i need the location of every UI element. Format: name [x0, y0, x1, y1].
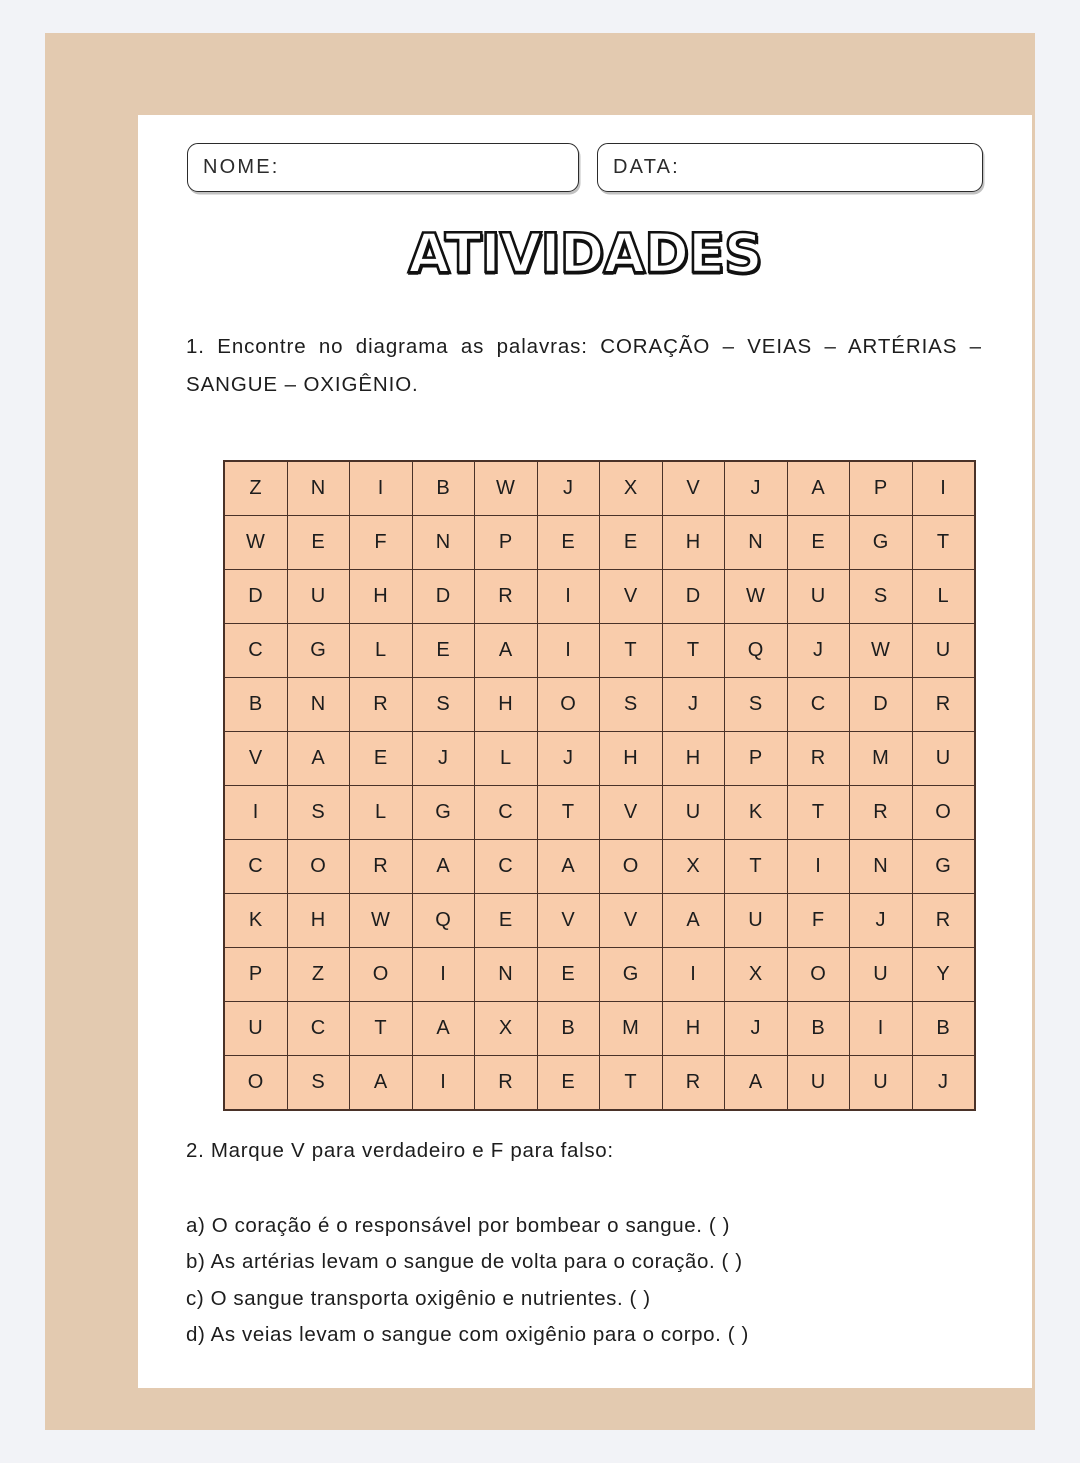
wordsearch-row	[224, 570, 975, 624]
wordsearch-cell[interactable]: E	[787, 516, 850, 570]
wordsearch-cell[interactable]: S	[412, 678, 475, 732]
wordsearch-cell[interactable]: X	[725, 948, 788, 1002]
wordsearch-cell[interactable]: U	[287, 570, 350, 624]
wordsearch-cell[interactable]: S	[287, 786, 350, 840]
wordsearch-row	[224, 1056, 975, 1111]
wordsearch-cell[interactable]: N	[725, 516, 788, 570]
wordsearch-cell[interactable]: Q	[412, 894, 475, 948]
wordsearch-cell[interactable]: H	[287, 894, 350, 948]
wordsearch-cell[interactable]: R	[850, 786, 913, 840]
wordsearch-cell[interactable]: O	[600, 840, 663, 894]
wordsearch-cell[interactable]: R	[350, 678, 413, 732]
wordsearch-cell[interactable]: I	[412, 948, 475, 1002]
wordsearch-cell[interactable]: A	[412, 1002, 475, 1056]
wordsearch-row	[224, 516, 975, 570]
wordsearch-cell[interactable]: V	[600, 894, 663, 948]
wordsearch-cell[interactable]: L	[475, 732, 538, 786]
wordsearch-cell[interactable]: U	[850, 948, 913, 1002]
wordsearch-cell[interactable]: I	[350, 461, 413, 516]
wordsearch-cell[interactable]: J	[787, 624, 850, 678]
wordsearch-cell[interactable]: U	[224, 1002, 287, 1056]
wordsearch-cell[interactable]: W	[850, 624, 913, 678]
wordsearch-cell[interactable]: W	[725, 570, 788, 624]
nome-field[interactable]	[187, 143, 579, 192]
wordsearch-cell[interactable]: V	[662, 461, 725, 516]
wordsearch-cell[interactable]: A	[475, 624, 538, 678]
wordsearch-cell[interactable]: R	[662, 1056, 725, 1111]
wordsearch-cell[interactable]: D	[662, 570, 725, 624]
wordsearch-row	[224, 786, 975, 840]
wordsearch-cell[interactable]: N	[287, 678, 350, 732]
wordsearch-cell[interactable]: O	[787, 948, 850, 1002]
wordsearch-cell[interactable]: V	[600, 570, 663, 624]
wordsearch-cell[interactable]: V	[224, 732, 287, 786]
wordsearch-cell[interactable]: U	[787, 570, 850, 624]
wordsearch-cell[interactable]: C	[224, 624, 287, 678]
wordsearch-cell[interactable]: P	[725, 732, 788, 786]
wordsearch-cell[interactable]: B	[912, 1002, 975, 1056]
wordsearch-cell[interactable]: S	[850, 570, 913, 624]
wordsearch-cell[interactable]: K	[725, 786, 788, 840]
wordsearch-cell[interactable]: E	[537, 948, 600, 1002]
wordsearch-cell[interactable]: U	[912, 732, 975, 786]
wordsearch-cell[interactable]: J	[537, 732, 600, 786]
wordsearch-cell[interactable]: N	[287, 461, 350, 516]
wordsearch-cell[interactable]: X	[600, 461, 663, 516]
page-frame	[45, 33, 1035, 1430]
data-label: DATA:	[613, 156, 680, 178]
wordsearch-cell[interactable]: T	[537, 786, 600, 840]
wordsearch-cell[interactable]: U	[662, 786, 725, 840]
worksheet-sheet	[138, 115, 1032, 1388]
wordsearch-cell[interactable]: B	[537, 1002, 600, 1056]
exercise-2-prompt: 2. Marque V para verdadeiro e F para falso:	[186, 1139, 614, 1162]
wordsearch-cell[interactable]: Z	[224, 461, 287, 516]
data-field[interactable]	[597, 143, 983, 192]
wordsearch-cell[interactable]: V	[600, 786, 663, 840]
wordsearch-cell[interactable]: H	[662, 516, 725, 570]
wordsearch-cell[interactable]: U	[850, 1056, 913, 1111]
wordsearch-row	[224, 461, 975, 516]
wordsearch-cell[interactable]: T	[600, 1056, 663, 1111]
wordsearch-cell[interactable]: L	[912, 570, 975, 624]
wordsearch-cell[interactable]: T	[662, 624, 725, 678]
wordsearch-cell[interactable]: O	[912, 786, 975, 840]
wordsearch-cell[interactable]: Y	[912, 948, 975, 1002]
wordsearch-cell[interactable]: T	[912, 516, 975, 570]
wordsearch-cell[interactable]: O	[537, 678, 600, 732]
wordsearch-cell[interactable]: C	[224, 840, 287, 894]
wordsearch-grid-wrapper	[223, 460, 976, 1111]
wordsearch-cell[interactable]: G	[850, 516, 913, 570]
wordsearch-cell[interactable]: I	[537, 624, 600, 678]
wordsearch-cell[interactable]: H	[475, 678, 538, 732]
wordsearch-cell[interactable]: E	[350, 732, 413, 786]
wordsearch-cell[interactable]: V	[537, 894, 600, 948]
wordsearch-cell[interactable]: U	[787, 1056, 850, 1111]
statement-item: c) O sangue transporta oxigênio e nutrientes. ( )	[186, 1286, 651, 1310]
wordsearch-cell[interactable]: E	[412, 624, 475, 678]
wordsearch-cell[interactable]: J	[912, 1056, 975, 1111]
wordsearch-cell[interactable]: E	[537, 516, 600, 570]
wordsearch-cell[interactable]: Q	[725, 624, 788, 678]
nome-label: NOME:	[203, 156, 280, 178]
wordsearch-cell[interactable]: R	[912, 894, 975, 948]
wordsearch-cell[interactable]: A	[537, 840, 600, 894]
wordsearch-grid[interactable]	[223, 460, 976, 1111]
wordsearch-cell[interactable]: R	[475, 570, 538, 624]
wordsearch-cell[interactable]: J	[850, 894, 913, 948]
wordsearch-cell[interactable]: R	[475, 1056, 538, 1111]
wordsearch-cell[interactable]: O	[350, 948, 413, 1002]
wordsearch-cell[interactable]: H	[350, 570, 413, 624]
wordsearch-cell[interactable]: N	[412, 516, 475, 570]
wordsearch-cell[interactable]: J	[725, 1002, 788, 1056]
wordsearch-cell[interactable]: W	[224, 516, 287, 570]
wordsearch-cell[interactable]: I	[850, 1002, 913, 1056]
wordsearch-cell[interactable]: H	[600, 732, 663, 786]
wordsearch-cell[interactable]: A	[662, 894, 725, 948]
wordsearch-cell[interactable]: I	[912, 461, 975, 516]
wordsearch-row	[224, 1002, 975, 1056]
wordsearch-cell[interactable]: S	[725, 678, 788, 732]
wordsearch-row	[224, 948, 975, 1002]
wordsearch-cell[interactable]: R	[787, 732, 850, 786]
wordsearch-cell[interactable]: B	[412, 461, 475, 516]
page-title: ATIVIDADES	[408, 222, 762, 285]
wordsearch-cell[interactable]: M	[850, 732, 913, 786]
wordsearch-cell[interactable]: T	[600, 624, 663, 678]
wordsearch-cell[interactable]: X	[475, 1002, 538, 1056]
statement-item: a) O coração é o responsável por bombear o sangue. ( )	[186, 1214, 731, 1237]
exercise-2-statements	[186, 1208, 986, 1354]
wordsearch-cell[interactable]: F	[350, 516, 413, 570]
wordsearch-cell[interactable]: P	[850, 461, 913, 516]
wordsearch-cell[interactable]: F	[787, 894, 850, 948]
header-fields	[187, 143, 983, 192]
wordsearch-cell[interactable]: A	[287, 732, 350, 786]
wordsearch-cell[interactable]: D	[224, 570, 287, 624]
wordsearch-cell[interactable]: D	[850, 678, 913, 732]
wordsearch-cell[interactable]: B	[224, 678, 287, 732]
wordsearch-cell[interactable]: E	[287, 516, 350, 570]
wordsearch-cell[interactable]: J	[662, 678, 725, 732]
wordsearch-cell[interactable]: I	[662, 948, 725, 1002]
wordsearch-cell[interactable]: C	[475, 840, 538, 894]
wordsearch-row	[224, 678, 975, 732]
wordsearch-cell[interactable]: J	[725, 461, 788, 516]
wordsearch-cell[interactable]: R	[350, 840, 413, 894]
wordsearch-row	[224, 624, 975, 678]
wordsearch-cell[interactable]: T	[350, 1002, 413, 1056]
wordsearch-cell[interactable]: I	[787, 840, 850, 894]
wordsearch-cell[interactable]: H	[662, 732, 725, 786]
wordsearch-row	[224, 840, 975, 894]
wordsearch-cell[interactable]: G	[912, 840, 975, 894]
wordsearch-cell[interactable]: D	[412, 570, 475, 624]
wordsearch-cell[interactable]: G	[287, 624, 350, 678]
wordsearch-cell[interactable]: H	[662, 1002, 725, 1056]
wordsearch-cell[interactable]: E	[475, 894, 538, 948]
wordsearch-cell[interactable]: W	[475, 461, 538, 516]
wordsearch-cell[interactable]: S	[600, 678, 663, 732]
wordsearch-cell[interactable]: I	[224, 786, 287, 840]
wordsearch-cell[interactable]: O	[287, 840, 350, 894]
wordsearch-cell[interactable]: R	[912, 678, 975, 732]
wordsearch-cell[interactable]: U	[912, 624, 975, 678]
wordsearch-cell[interactable]: Z	[287, 948, 350, 1002]
statement-item: d) As veias levam o sangue com oxigênio para o corpo. ( )	[186, 1323, 749, 1347]
wordsearch-cell[interactable]: C	[787, 678, 850, 732]
wordsearch-cell[interactable]: P	[475, 516, 538, 570]
wordsearch-cell[interactable]: A	[412, 840, 475, 894]
wordsearch-body	[224, 461, 975, 1110]
wordsearch-cell[interactable]: E	[537, 1056, 600, 1111]
wordsearch-cell[interactable]: I	[537, 570, 600, 624]
wordsearch-cell[interactable]: E	[600, 516, 663, 570]
wordsearch-cell[interactable]: W	[350, 894, 413, 948]
wordsearch-cell[interactable]: T	[725, 840, 788, 894]
wordsearch-cell[interactable]: J	[412, 732, 475, 786]
wordsearch-cell[interactable]: G	[600, 948, 663, 1002]
wordsearch-cell[interactable]: L	[350, 624, 413, 678]
wordsearch-cell[interactable]: N	[850, 840, 913, 894]
wordsearch-cell[interactable]: U	[725, 894, 788, 948]
wordsearch-cell[interactable]: O	[224, 1056, 287, 1111]
wordsearch-cell[interactable]: B	[787, 1002, 850, 1056]
wordsearch-cell[interactable]: G	[412, 786, 475, 840]
wordsearch-cell[interactable]: L	[350, 786, 413, 840]
wordsearch-cell[interactable]: S	[287, 1056, 350, 1111]
wordsearch-cell[interactable]: A	[350, 1056, 413, 1111]
wordsearch-cell[interactable]: X	[662, 840, 725, 894]
wordsearch-cell[interactable]: A	[787, 461, 850, 516]
wordsearch-cell[interactable]: P	[224, 948, 287, 1002]
wordsearch-row	[224, 894, 975, 948]
wordsearch-row	[224, 732, 975, 786]
wordsearch-cell[interactable]: M	[600, 1002, 663, 1056]
wordsearch-cell[interactable]: C	[287, 1002, 350, 1056]
wordsearch-cell[interactable]: J	[537, 461, 600, 516]
wordsearch-cell[interactable]: C	[475, 786, 538, 840]
exercise-1-instruction: 1. Encontre no diagrama as palavras: CORAÇÃO – VEIAS – ARTÉRIAS – SANGUE – OXIGÊNIO.	[186, 335, 982, 396]
wordsearch-cell[interactable]: A	[725, 1056, 788, 1111]
wordsearch-cell[interactable]: T	[787, 786, 850, 840]
wordsearch-cell[interactable]: N	[475, 948, 538, 1002]
wordsearch-cell[interactable]: K	[224, 894, 287, 948]
wordsearch-cell[interactable]: I	[412, 1056, 475, 1111]
statement-item: b) As artérias levam o sangue de volta para o coração. ( )	[186, 1250, 743, 1274]
